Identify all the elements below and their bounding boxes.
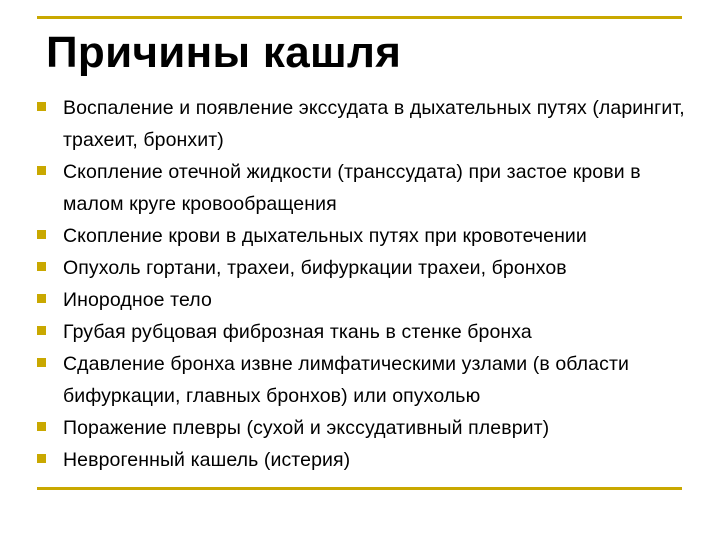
square-bullet-icon — [37, 230, 46, 239]
list-item-text: Сдавление бронха извне лимфатическими узлами (в области бифуркации, главных бронхов) или опухолью — [63, 353, 629, 407]
slide-title: Причины кашля — [46, 28, 402, 77]
list-item — [37, 412, 687, 444]
list-item — [37, 284, 687, 316]
list-item — [37, 316, 687, 348]
list-item-text: Грубая рубцовая фиброзная ткань в стенке бронха — [63, 321, 532, 343]
list-item — [37, 220, 687, 252]
list-item-text: Скопление крови в дыхательных путях при кровотечении — [63, 225, 587, 247]
square-bullet-icon — [37, 326, 46, 335]
cause-list — [37, 92, 687, 476]
list-item-text: Инородное тело — [63, 289, 212, 311]
square-bullet-icon — [37, 422, 46, 431]
list-item-text: Воспаление и появление экссудата в дыхательных путях (ларингит, трахеит, бронхит) — [63, 97, 685, 151]
square-bullet-icon — [37, 294, 46, 303]
list-item-text: Поражение плевры (сухой и экссудативный плеврит) — [63, 417, 550, 439]
list-item — [37, 92, 687, 156]
list-item — [37, 444, 687, 476]
square-bullet-icon — [37, 166, 46, 175]
list-item — [37, 156, 687, 220]
list-item-text: Неврогенный кашель (истерия) — [63, 449, 351, 471]
square-bullet-icon — [37, 102, 46, 111]
square-bullet-icon — [37, 454, 46, 463]
list-item — [37, 252, 687, 284]
list-item — [37, 348, 687, 412]
top-divider-line — [37, 16, 682, 19]
square-bullet-icon — [37, 358, 46, 367]
list-item-text: Опухоль гортани, трахеи, бифуркации трахеи, бронхов — [63, 257, 567, 279]
bottom-divider-line — [37, 487, 682, 490]
square-bullet-icon — [37, 262, 46, 271]
list-item-text: Скопление отечной жидкости (транссудата) при застое крови в малом круге кровообращения — [63, 161, 641, 215]
